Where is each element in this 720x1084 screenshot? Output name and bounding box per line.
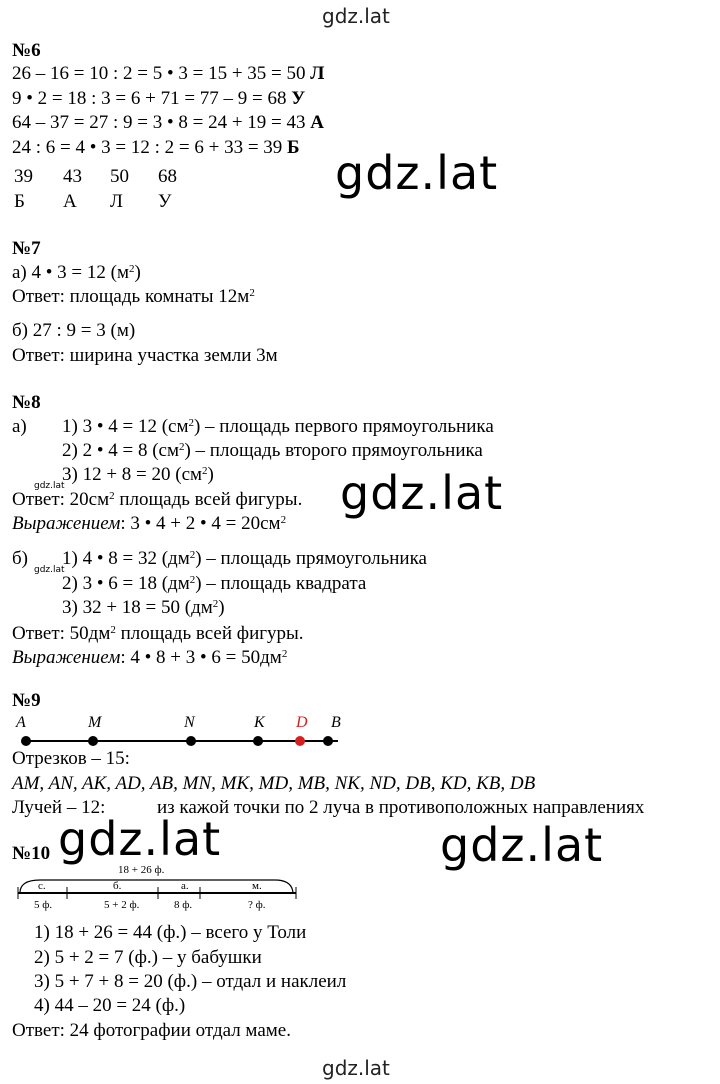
point-label-m: M bbox=[88, 714, 102, 731]
watermark-4: gdz.lat bbox=[440, 818, 604, 872]
task-7-b-expr: б) 27 : 9 = 3 (м) bbox=[12, 320, 136, 341]
task-7-title: №7 bbox=[12, 238, 41, 259]
point-label-d: D bbox=[296, 714, 308, 731]
task-8-b-answer: Ответ: $50дм^2$ площадь всей фигуры. bbox=[12, 623, 304, 644]
task-8-title: №8 bbox=[12, 392, 41, 413]
task-6-line-1: 26 – 16 = 10 : 2 = 5 • 3 = 15 + 35 = 50 Л bbox=[12, 63, 325, 84]
task-6-number-2: 43 bbox=[63, 166, 82, 187]
task-10-step-3: 3) 5 + 7 + 8 = 20 (ф.) – отдал и наклеил bbox=[34, 971, 347, 992]
point-b bbox=[323, 736, 333, 746]
watermark-3: gdz.lat bbox=[58, 812, 222, 866]
task-7-a-expr: а) 4 • 3 = 12 $(м^2)$ bbox=[12, 262, 141, 283]
segment-top-4: м. bbox=[252, 880, 262, 892]
point-m bbox=[88, 736, 98, 746]
task-7-b-answer: Ответ: ширина участка земли 3м bbox=[12, 345, 278, 366]
watermark-bottom: gdz.lat bbox=[322, 1056, 390, 1080]
task-6-line-3: 64 – 37 = 27 : 9 = 3 • 8 = 24 + 19 = 43 А bbox=[12, 112, 324, 133]
task-6-letter-2: А bbox=[63, 191, 77, 212]
task-8-a-step-2: 2) 2 • 4 = 8 $(см^2)$ – площадь второго прямоугольника bbox=[62, 440, 483, 461]
task-10-answer: Ответ: 24 фотографии отдал маме. bbox=[12, 1020, 291, 1041]
task-6-letter-1: Б bbox=[14, 191, 25, 212]
task-8-b-expression: Выражением: 4 • 8 + 3 • $6 = 50дм^2$ bbox=[12, 647, 288, 668]
segment-top-3: а. bbox=[181, 880, 189, 892]
task-8-a-expression: Выражением: 3 • 4 + 2 • $4 = 20см^2$ bbox=[12, 513, 287, 534]
point-n bbox=[186, 736, 196, 746]
task-6-title: №6 bbox=[12, 40, 41, 61]
task-8-b-step-3: 3) 32 + 18 = 50 $(дм^2)$ bbox=[62, 597, 225, 618]
point-d bbox=[295, 736, 305, 746]
task-6-number-4: 68 bbox=[158, 166, 177, 187]
task-6-number-1: 39 bbox=[14, 166, 33, 187]
segment-bottom-4: ? ф. bbox=[248, 899, 266, 911]
ray-line bbox=[24, 740, 338, 742]
point-label-n: N bbox=[184, 714, 195, 731]
segment-top-2: б. bbox=[113, 880, 122, 892]
point-label-k: K bbox=[254, 714, 265, 731]
task-8-a-step-3: 3) 12 + 8 = 20 $(см^2)$ bbox=[62, 464, 214, 485]
task-10-step-1: 1) 18 + 26 = 44 (ф.) – всего у Толи bbox=[34, 922, 307, 943]
segment-diagram-svg bbox=[0, 860, 320, 920]
segment-bottom-3: 8 ф. bbox=[174, 899, 193, 911]
watermark-top: gdz.lat bbox=[322, 4, 390, 28]
task-6-line-4: 24 : 6 = 4 • 3 = 12 : 2 = 6 + 33 = 39 Б bbox=[12, 137, 300, 158]
task-8-b-step-1: 1) 4 • 8 = 32 $(дм^2)$ – площадь прямоугольника bbox=[62, 548, 427, 569]
segment-diagram bbox=[0, 860, 320, 920]
segment-top-1: с. bbox=[38, 880, 46, 892]
segment-total-label: 18 + 26 ф. bbox=[118, 864, 165, 876]
task-8-a-answer: Ответ: $20см^2$ площадь всей фигуры. bbox=[12, 489, 303, 510]
task-6-letter-4: У bbox=[158, 191, 172, 212]
task-6-number-3: 50 bbox=[110, 166, 129, 187]
watermark-tiny-1: gdz.lat bbox=[34, 481, 65, 491]
task-6-letter-3: Л bbox=[110, 191, 123, 212]
segment-bottom-1: 5 ф. bbox=[34, 899, 53, 911]
task-9-segments-list: AM, AN, AK, AD, AB, MN, MK, MD, MB, NK, ND, DB, KD, KB, DB bbox=[12, 773, 536, 794]
watermark-2: gdz.lat bbox=[340, 466, 504, 520]
task-8-b-label: б) bbox=[12, 548, 28, 569]
task-9-rays-label: Лучей – 12: bbox=[12, 797, 106, 818]
watermark-tiny-2: gdz.lat bbox=[34, 565, 65, 575]
task-7-a-answer: Ответ: площадь комнаты $12м^2$ bbox=[12, 286, 255, 307]
point-label-b: B bbox=[331, 714, 341, 731]
point-label-a: A bbox=[16, 714, 26, 731]
task-6-line-2: 9 • 2 = 18 : 3 = 6 + 71 = 77 – 9 = 68 У bbox=[12, 88, 306, 109]
task-10-title: №10 bbox=[12, 843, 51, 864]
task-10-step-4: 4) 44 – 20 = 24 (ф.) bbox=[34, 995, 186, 1016]
point-k bbox=[253, 736, 263, 746]
task-9-title: №9 bbox=[12, 690, 41, 711]
task-8-a-label: а) bbox=[12, 416, 27, 437]
task-9-rays-text: из кажой точки по 2 луча в противоположных направлениях bbox=[157, 797, 645, 818]
watermark-1: gdz.lat bbox=[335, 146, 499, 200]
ray-diagram bbox=[0, 710, 720, 750]
task-9-segments-label: Отрезков – 15: bbox=[12, 748, 130, 769]
task-8-b-step-2: 2) 3 • 6 = 18 $(дм^2)$ – площадь квадрата bbox=[62, 573, 367, 594]
task-10-step-2: 2) 5 + 2 = 7 (ф.) – у бабушки bbox=[34, 947, 262, 968]
task-8-a-step-1: 1) 3 • 4 = 12 $(см^2)$ – площадь первого прямоугольника bbox=[62, 416, 494, 437]
point-a bbox=[21, 736, 31, 746]
segment-bottom-2: 5 + 2 ф. bbox=[104, 899, 140, 911]
